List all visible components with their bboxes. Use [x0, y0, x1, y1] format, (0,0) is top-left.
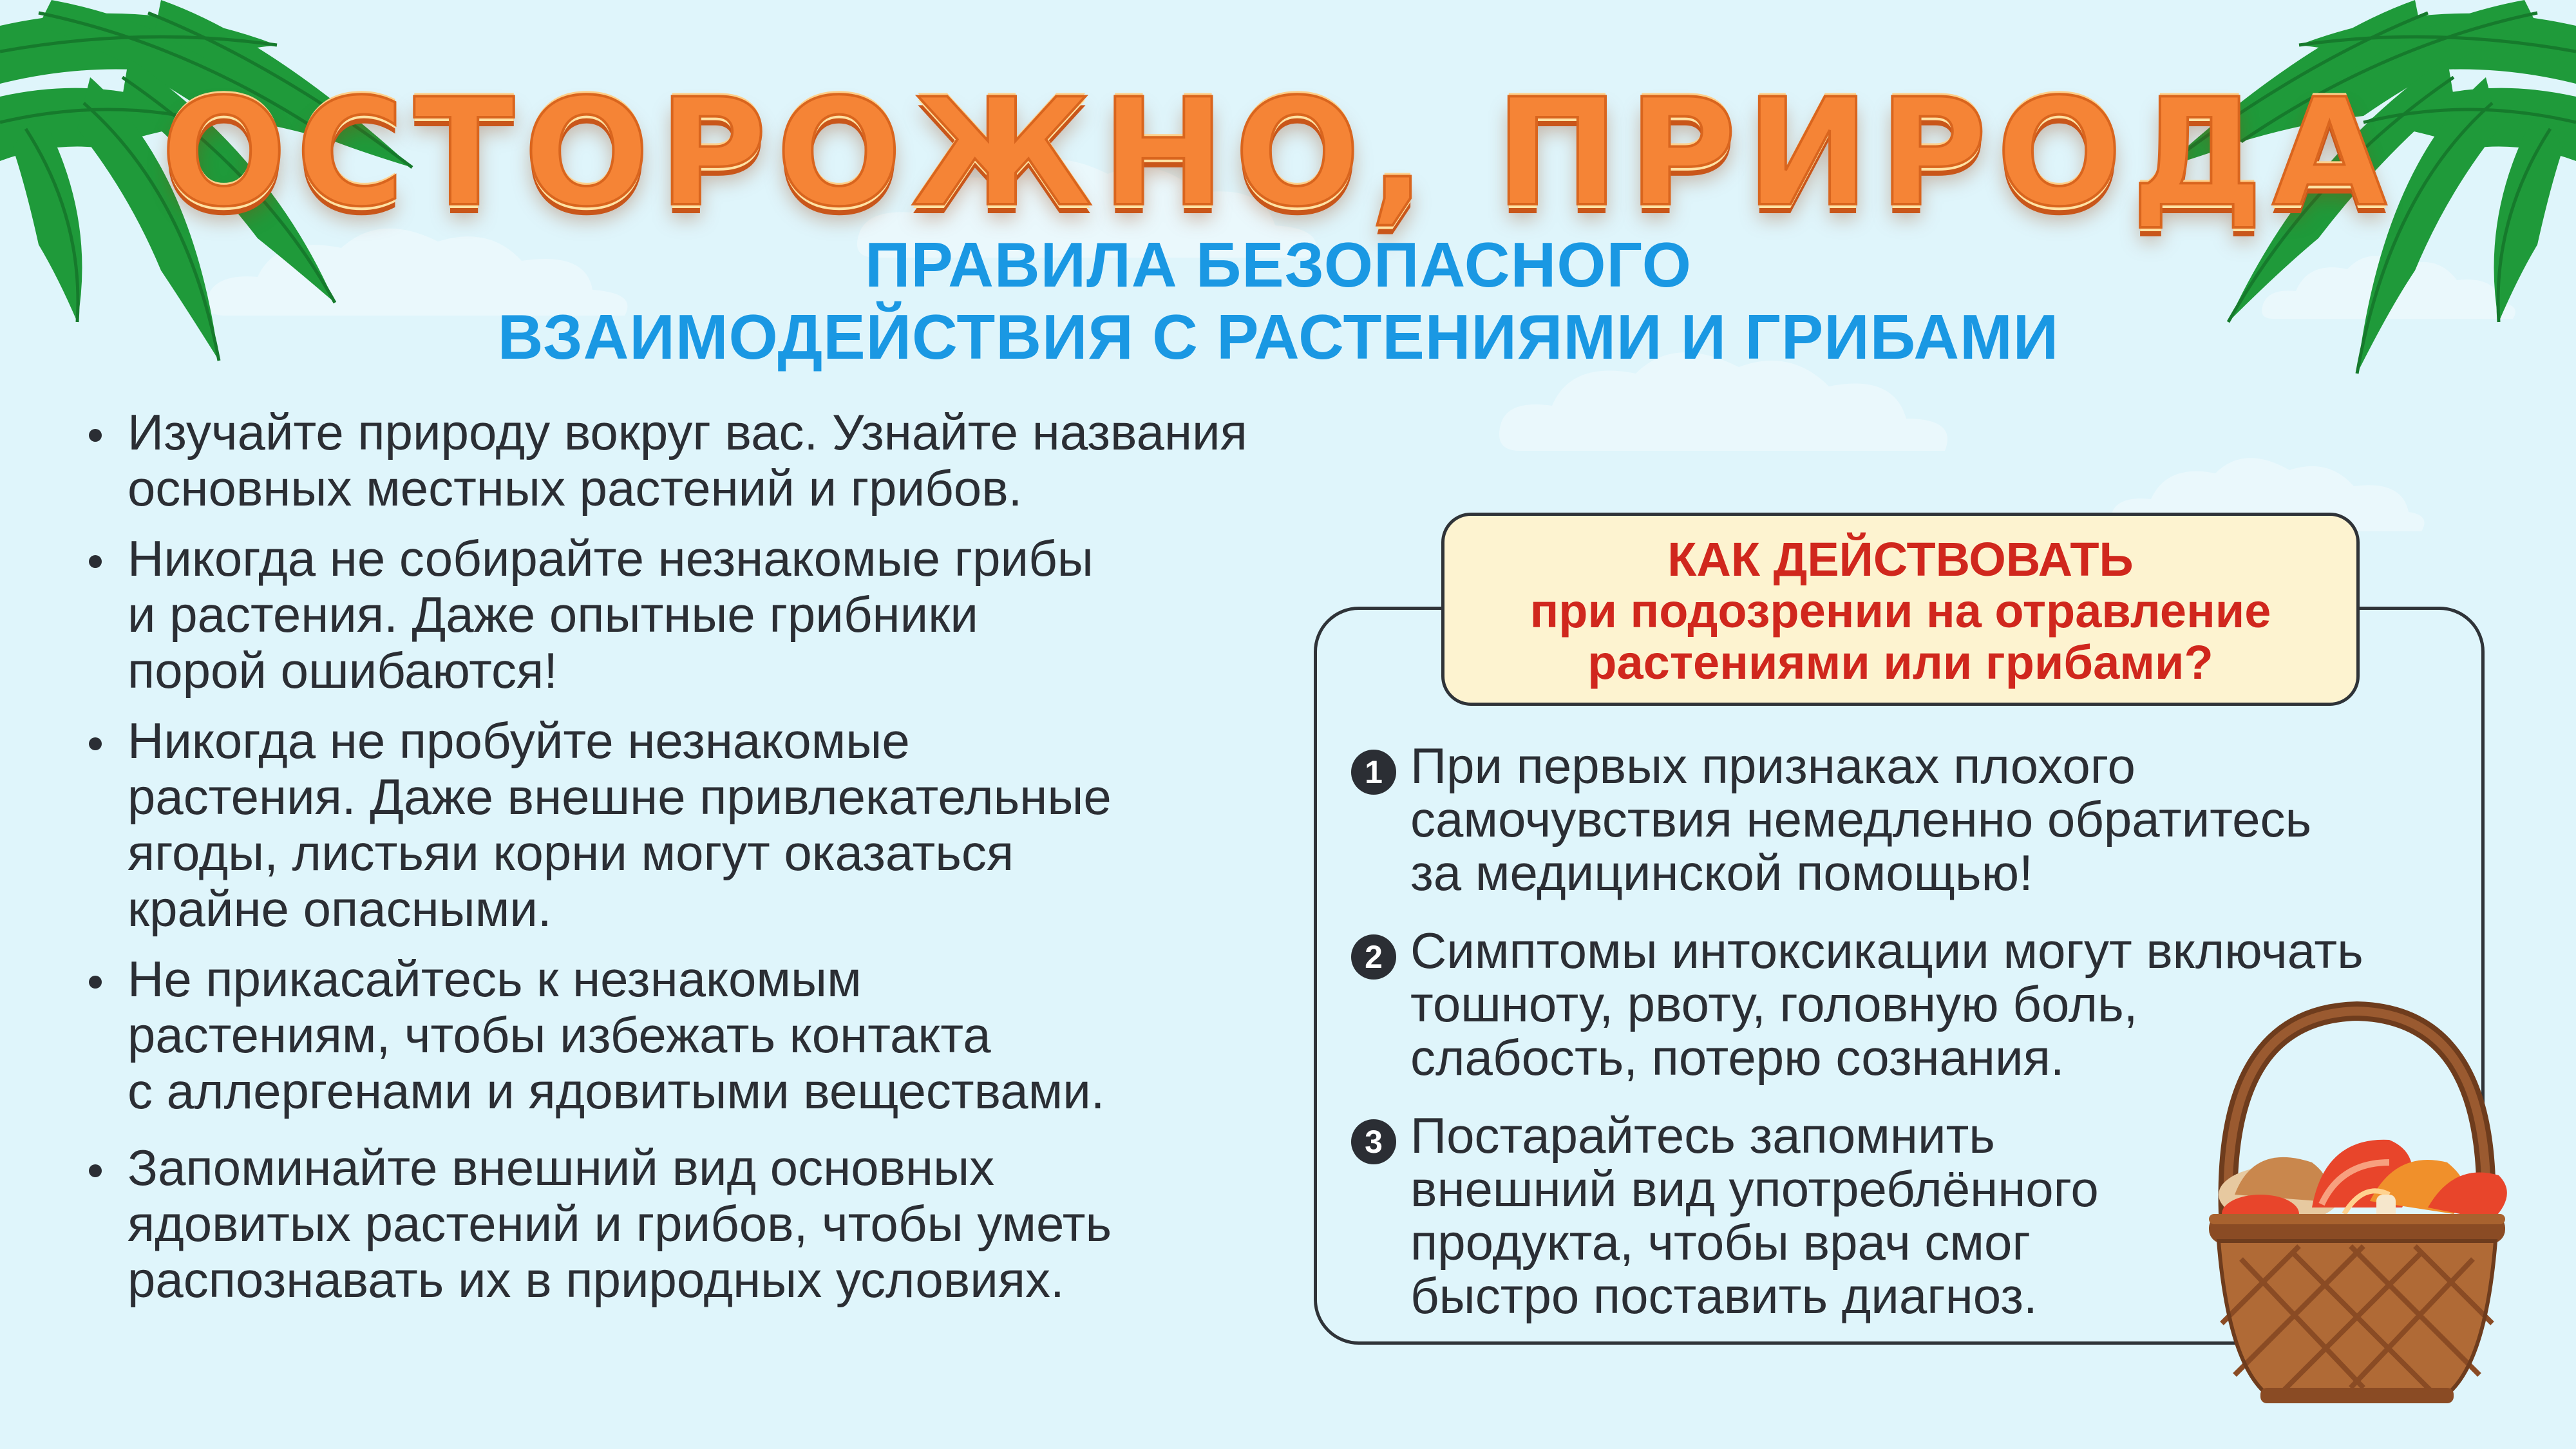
step-text-line: слабость, потерю сознания. — [1410, 1029, 2065, 1086]
rule-text-line: Никогда не пробуйте незнакомые — [128, 712, 910, 769]
page-subtitle — [0, 229, 2557, 373]
mushroom-basket-image — [2183, 1001, 2531, 1414]
step-text-line: тошноту, рвоту, головную боль, — [1410, 976, 2138, 1032]
rule-text-line: Изучайте природу вокруг вас. Узнайте названия — [128, 404, 1247, 460]
rule-text-line: распознавать их в природных условиях. — [128, 1251, 1065, 1308]
step-number-badge: 1 — [1351, 750, 1396, 795]
step-text-line: Симптомы интоксикации могут включать — [1410, 922, 2363, 979]
list-item — [1351, 739, 2472, 900]
list-item — [84, 951, 1372, 1119]
rule-text-line: ягоды, листьяи корни могут оказаться — [128, 824, 1014, 881]
panel-heading — [1441, 513, 2360, 706]
rule-text-line: Никогда не собирайте незнакомые грибы — [128, 530, 1094, 587]
rule-text-line: растениям, чтобы избежать контакта — [128, 1007, 991, 1063]
panel-heading-line: при подозрении на отравление — [1530, 584, 2271, 638]
list-item — [84, 404, 1372, 516]
safety-rules-list — [84, 404, 1372, 1308]
rule-text-line: и растения. Даже опытные грибники — [128, 586, 978, 643]
list-item — [84, 1140, 1372, 1308]
step-text-line: При первых признаках плохого — [1410, 737, 2136, 794]
list-item — [84, 713, 1372, 937]
panel-heading-line: растениями или грибами? — [1587, 636, 2213, 689]
rule-text-line: порой ошибаются! — [128, 642, 558, 699]
list-item — [84, 531, 1372, 699]
step-text-line: самочувствия немедленно обратитесь — [1410, 791, 2312, 848]
rule-text-line: растения. Даже внешне привлекательные — [128, 768, 1112, 825]
rule-text-line: крайне опасными. — [128, 880, 552, 937]
step-text-line: за медицинской помощью! — [1410, 844, 2033, 901]
step-text-line: быстро поставить диагноз. — [1410, 1267, 2038, 1324]
step-text-line: внешний вид употреблённого — [1410, 1160, 2099, 1217]
step-text-line: продукта, чтобы врач смог — [1410, 1214, 2031, 1271]
step-number-badge: 2 — [1351, 934, 1396, 980]
step-number-badge: 3 — [1351, 1119, 1396, 1164]
panel-heading-line: КАК ДЕЙСТВОВАТЬ — [1667, 533, 2134, 586]
page-title: ОСТОРОЖНО, ПРИРОДА — [160, 68, 2396, 240]
rule-text-line: основных местных растений и грибов. — [128, 460, 1023, 516]
rule-text-line: с аллергенами и ядовитыми веществами. — [128, 1063, 1105, 1119]
rule-text-line: ядовитых растений и грибов, чтобы уметь — [128, 1195, 1112, 1252]
subtitle-line: ПРАВИЛА БЕЗОПАСНОГО — [864, 229, 1692, 300]
subtitle-line: ВЗАИМОДЕЙСТВИЯ С РАСТЕНИЯМИ И ГРИБАМИ — [497, 301, 2060, 372]
step-text-line: Постарайтесь запомнить — [1410, 1107, 1995, 1164]
rule-text-line: Запоминайте внешний вид основных — [128, 1139, 995, 1196]
rule-text-line: Не прикасайтесь к незнакомым — [128, 951, 862, 1007]
